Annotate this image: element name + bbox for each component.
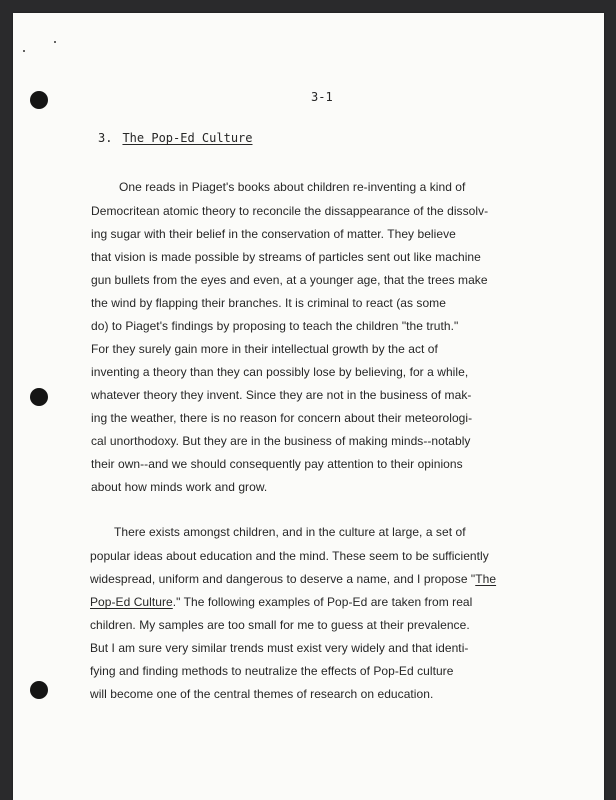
text-line: popular ideas about education and the mind. These seem to be sufficiently bbox=[90, 549, 489, 563]
section-heading bbox=[98, 131, 253, 145]
text-segment: ." The following examples of Pop-Ed are taken from real bbox=[172, 595, 473, 609]
binder-hole-bottom bbox=[30, 681, 48, 699]
text-line: children. My samples are too small for me to guess at their prevalence. bbox=[90, 618, 470, 632]
text-line: ing sugar with their belief in the conservation of matter. They believe bbox=[91, 227, 456, 241]
text-line: ing the weather, there is no reason for concern about their meteorologi- bbox=[91, 411, 473, 425]
text-line: whatever theory they invent. Since they are not in the business of mak- bbox=[91, 388, 472, 402]
text-segment: widespread, uniform and dangerous to deserve a name, and I propose " bbox=[90, 572, 476, 586]
underlined-term: The bbox=[475, 572, 497, 586]
text-line: that vision is made possible by streams of particles sent out like machine bbox=[91, 250, 481, 264]
paper-speck bbox=[54, 41, 56, 43]
text-line: will become one of the central themes of research on education. bbox=[90, 687, 434, 701]
text-line: There exists amongst children, and in the culture at large, a set of bbox=[114, 525, 466, 539]
binder-hole-top bbox=[30, 91, 48, 109]
text-line: do) to Piaget's findings by proposing to teach the children "the truth." bbox=[91, 319, 459, 333]
text-line: about how minds work and grow. bbox=[91, 480, 268, 494]
text-line: For they surely gain more in their intellectual growth by the act of bbox=[91, 342, 438, 356]
paper-speck bbox=[23, 50, 25, 52]
page-number: 3-1 bbox=[311, 90, 333, 104]
document-page bbox=[13, 13, 604, 800]
text-line: One reads in Piaget's books about children re-inventing a kind of bbox=[119, 180, 466, 194]
text-line: inventing a theory than they can possibly lose by believing, for a while, bbox=[91, 365, 469, 379]
text-line bbox=[90, 595, 616, 609]
text-line: gun bullets from the eyes and even, at a younger age, that the trees make bbox=[91, 273, 488, 287]
text-line: their own--and we should consequently pay attention to their opinions bbox=[91, 457, 463, 471]
text-line: Democritean atomic theory to reconcile the dissappearance of the dissolv- bbox=[91, 204, 489, 218]
section-title: The Pop-Ed Culture bbox=[122, 131, 253, 145]
text-line: cal unorthodoxy. But they are in the business of making minds--notably bbox=[91, 434, 471, 448]
text-line: the wind by flapping their branches. It is criminal to react (as some bbox=[91, 296, 446, 310]
text-line: fying and finding methods to neutralize the effects of Pop-Ed culture bbox=[90, 664, 454, 678]
section-number: 3. bbox=[98, 131, 113, 145]
binder-hole-middle bbox=[30, 388, 48, 406]
text-line: But I am sure very similar trends must exist very widely and that identi- bbox=[90, 641, 469, 655]
text-line bbox=[90, 572, 616, 586]
underlined-term: Pop-Ed Culture bbox=[90, 595, 173, 609]
